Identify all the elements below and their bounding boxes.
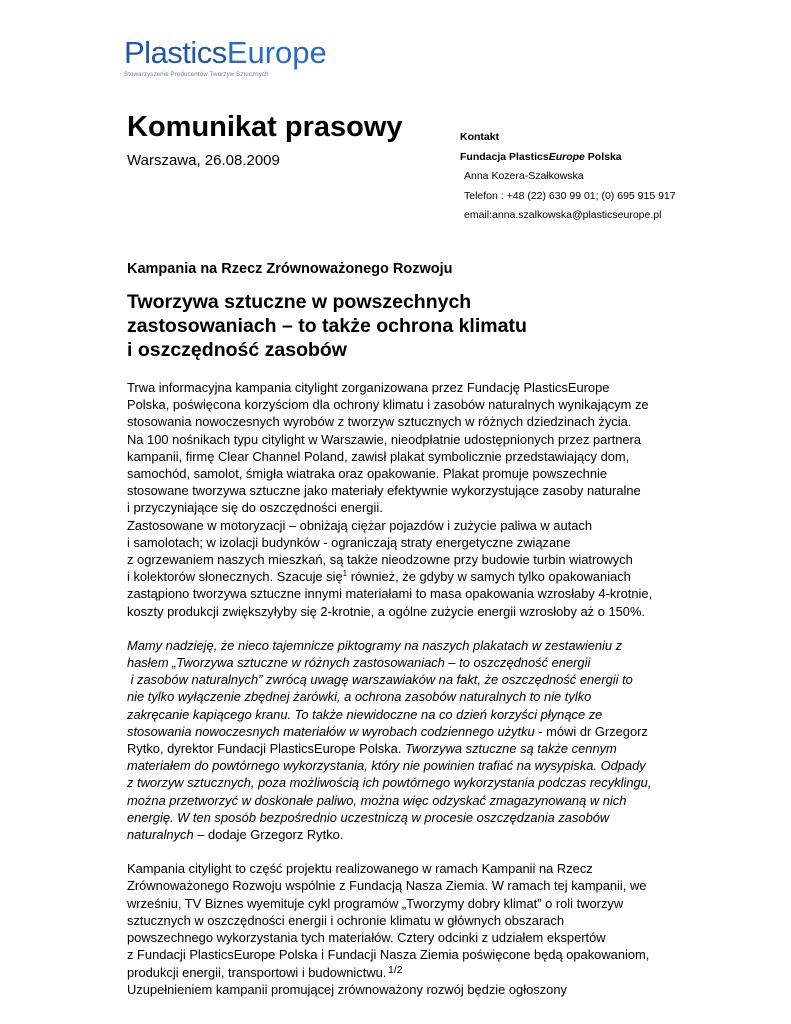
page-title: Komunikat prasowy	[127, 111, 403, 143]
headline	[127, 290, 527, 362]
contact-label: Kontakt	[460, 131, 500, 143]
contact-phone: Telefon : +48 (22) 630 99 01; (0) 695 915 917	[464, 189, 676, 202]
contact-organization: Fundacja PlasticsEurope Polska	[460, 150, 622, 163]
paragraph-1: Trwa informacyjna kampania citylight zorganizowana przez Fundację PlasticsEurope Polska, poświęcona korzyściom dla ochrony klimatu i zasobów naturalnych wynikającym ze stosowania nowoczesnych wyrobów z tworzyw sztucznych w różnych dziedzinach życia. Na 100 nośnikach typu citylight w Warszawie, nieodpłatnie udostępnionych przez partnera kampanii, firmę Clear Channel Poland, zawisł plakat symbolicznie przedstawiający dom, samochód, samolot, śmigła wiatraka oraz opakowanie. Plakat promuje powszechnie stosowane tworzywa sztuczne jako materiały efektywnie wykorzystujące zasoby naturalne i przyczyniające się do oszczędności energii. Zastosowane w motoryzacji – obniżają ciężar pojazdów i zużycie paliwa w autach i samolotach; w izolacji budynków - ograniczają straty energetyczne związane z ogrzewaniem naszych mieszkań, są także nieodzowne przy budowie turbin wiatrowych i kolektorów słonecznych. Szacuje się$^1$ również, że gdyby w samych tylko opakowaniach zastąpiono tworzywa sztuczne innymi materiałami to masa opakowania wzrosłaby 4-krotnie, koszty produkcji zwiększyłyby się 2-krotnie, a ogólne zużycie energii wzrosłoby aż o 150%.	[127, 380, 653, 619]
headline-line: Tworzywa sztuczne w powszechnych	[127, 291, 472, 313]
logo-tagline: Stowarzyszenie Producentów Tworzyw Sztucznych	[124, 71, 269, 78]
headline-line: zastosowaniach – to także ochrona klimatu	[127, 315, 527, 337]
article-body	[127, 379, 687, 998]
paragraph-2-quote: Mamy nadzieję, że nieco tajemnicze piktogramy na naszych plakatach w zestawieniu z hasłem „Tworzywa sztuczne w różnych zastosowaniach – to oszczędność energii i zasobów naturalnych” zwrócą uwagę warszawiaków na fakt, że oszczędność energii to nie tylko wyłączenie zbędnej żarówki, a ochrona zasobów naturalnych to nie tylko zakręcanie kapiącego kranu. To także niewidoczne na co dzień korzyści płynące ze stosowania nowoczesnych materiałów w wyrobach codziennego użytku - mówi dr Grzegorz Rytko, dyrektor Fundacji PlasticsEurope Polska. Tworzywa sztuczne są także cennym materiałem do powtórnego wykorzystania, który nie powinien trafiać na wysypiska. Odpady z tworzyw sztucznych, poza możliwością ich powtórnego wykorzystania podczas recyklingu, można przetworzyć w doskonałe paliwo, można więc odzyskać zmagazynowaną w nich energię. W ten sposób bezpośrednio uczestniczą w procesie oszczędzania zasobów naturalnych – dodaje Grzegorz Rytko.	[127, 637, 652, 843]
contact-person: Anna Kozera-Szałkowska	[464, 170, 584, 182]
page-number: 1/2	[388, 964, 403, 976]
plasticseurope-logo	[124, 36, 327, 78]
footnote-marker: 1	[342, 569, 348, 579]
place-date: Warszawa, 26.08.2009	[127, 152, 280, 169]
contact-block	[460, 128, 676, 226]
headline-line: i oszczędność zasobów	[127, 339, 347, 361]
logo-wordmark: PlasticsEurope	[124, 35, 327, 70]
contact-email: email:anna.szalkowska@plasticseurope.pl	[464, 209, 662, 221]
paragraph-3: Kampania citylight to część projektu realizowanego w ramach Kampanii na Rzecz Zrównoważonego Rozwoju wspólnie z Fundacją Nasza Ziemia. W ramach tej kampanii, we wrześniu, TV Biznes wyemituje cykl programów „Tworzymy dobry klimat” o roli tworzyw sztucznych w oszczędności energii i ochronie klimatu w głównych obszarach powszechnego wykorzystania tych materiałów. Cztery odcinki z udziałem ekspertów z Fundacji PlasticsEurope Polska i Fundacji Nasza Ziemia poświęcone będą opakowaniom, produkcji energii, transportowi i budownictwu. Uzupełnieniem kampanii promującej zrównoważony rozwój będzie ogłoszony	[127, 861, 650, 997]
campaign-heading: Kampania na Rzecz Zrównoważonego Rozwoju	[127, 261, 453, 277]
